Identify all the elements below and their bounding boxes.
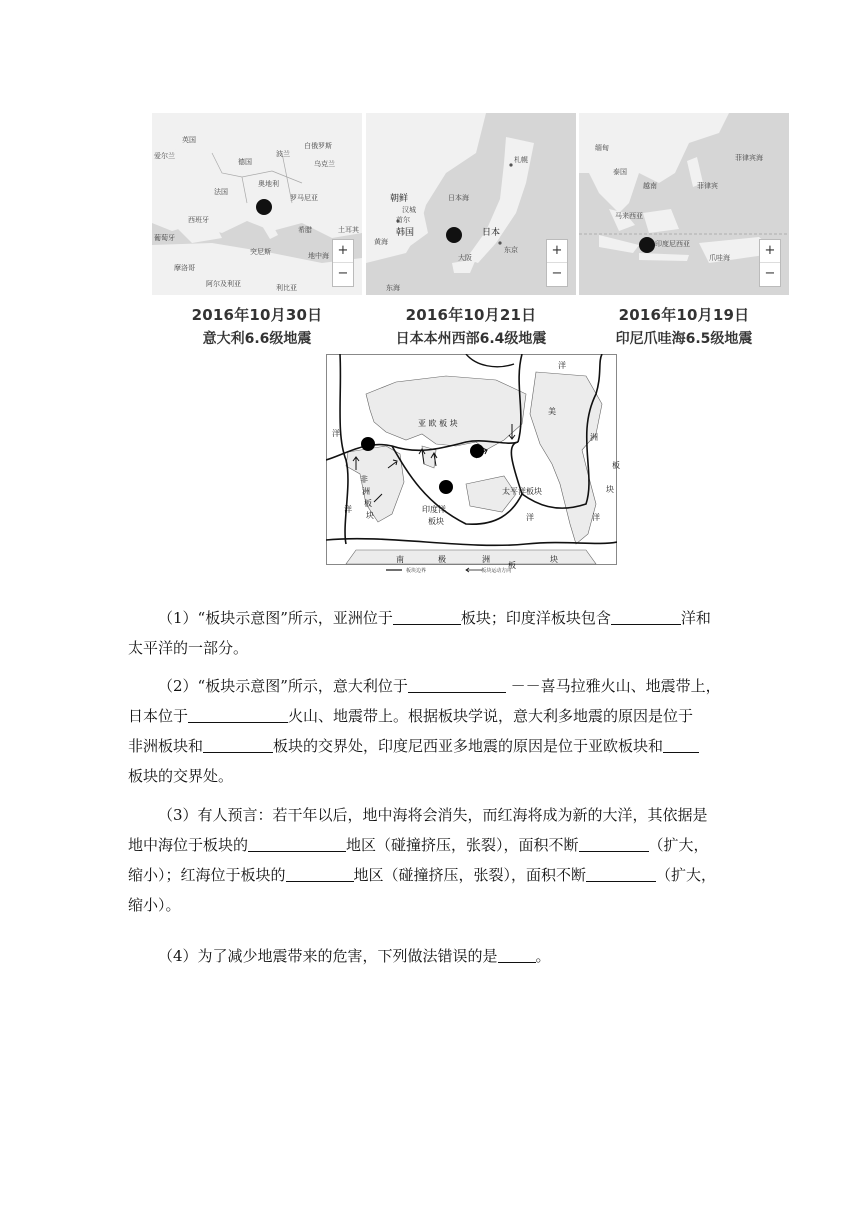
map-label: 白俄罗斯: [304, 142, 332, 150]
map-label: 日本海: [448, 194, 469, 202]
map-label: 土耳其: [338, 226, 359, 234]
answer-blank[interactable]: [498, 945, 536, 963]
epicenter-marker: [256, 199, 272, 215]
question-text: －－喜马拉雅火山、地震带上，: [510, 677, 721, 695]
american-plate-label-4: 块: [606, 485, 614, 494]
legend-motion: 板块运动方向: [481, 568, 512, 574]
question-text: （扩大，: [656, 866, 717, 884]
question-text: 日本位于: [128, 707, 189, 725]
question-1: [128, 603, 732, 663]
zoom-out-button[interactable]: −: [551, 266, 563, 281]
question-text: 地区（碰撞挤压，张裂），面积不断: [346, 836, 579, 854]
question-text: 火山、地震带上。根据板块学说，意大利多地震的原因是位于: [288, 707, 694, 725]
question-text: 太平洋的一部分。: [128, 639, 249, 657]
question-text: 板块；印度洋板块包含: [460, 609, 611, 627]
african-plate-label-4: 块: [366, 511, 374, 520]
american-plate-label-3: 板: [612, 461, 620, 470]
antarctic-plate-label-2: 极: [438, 555, 446, 564]
map-label: 突尼斯: [250, 248, 271, 256]
map-label: 法国: [214, 188, 228, 196]
question-text: 板块的交界处。: [128, 767, 234, 785]
ocean-label: 洋: [558, 361, 566, 370]
african-plate-label-3: 板: [364, 499, 372, 508]
map-label: 德国: [238, 158, 252, 166]
map-label: 印度尼西亚: [655, 240, 690, 248]
caption-event: 日本本州西部6.4级地震: [395, 331, 547, 347]
question-text: 洋和: [680, 609, 711, 627]
map-label: 札幌: [514, 156, 528, 164]
american-plate-label-1: 美: [548, 407, 556, 416]
map-japan: [366, 113, 576, 295]
earthquake-maps: [152, 113, 789, 295]
map-label: 阿尔及利亚: [206, 280, 241, 288]
answer-blank[interactable]: [393, 607, 461, 625]
epicenter-marker: [639, 237, 655, 253]
answer-blank[interactable]: [203, 735, 273, 753]
japan-map-graphic: [366, 113, 576, 295]
eurasian-plate-label: 亚 欧 板 块: [418, 419, 458, 428]
question-3: [128, 800, 732, 920]
map-label: 西班牙: [188, 216, 209, 224]
map-label: 缅甸: [595, 144, 609, 152]
map-label: 菲律宾海: [735, 154, 763, 162]
zoom-control[interactable]: [546, 239, 568, 287]
indian-plate-label-1: 印度洋: [422, 505, 446, 514]
map-label: 希腊: [298, 226, 312, 234]
question-3-text: [128, 800, 732, 920]
map-label: 泰国: [613, 168, 627, 176]
legend-boundary: 板块边界: [406, 568, 427, 574]
map-label: 罗马尼亚: [290, 194, 318, 202]
american-plate-label-2: 洲: [590, 433, 598, 442]
question-4: [128, 941, 732, 971]
african-plate-label-2: 洲: [362, 487, 370, 496]
question-2: [128, 671, 732, 791]
question-4-text: [128, 941, 732, 971]
caption-date: 2016年10月21日: [405, 306, 537, 324]
map-italy: [152, 113, 362, 295]
answer-blank[interactable]: [586, 864, 656, 882]
caption-date: 2016年10月19日: [618, 306, 750, 324]
map-label: 东京: [504, 246, 518, 254]
map-caption-japan: [366, 304, 576, 348]
epicenter-marker: [446, 227, 462, 243]
antarctic-plate-label-5: 块: [550, 555, 558, 564]
question-text: 地区（碰撞挤压，张裂），面积不断: [353, 866, 587, 884]
map-label: 爪哇海: [709, 254, 730, 262]
zoom-out-button[interactable]: −: [337, 266, 349, 281]
antarctic-plate-label-3: 洲: [482, 555, 490, 564]
map-label: 大阪: [458, 254, 472, 262]
antarctic-plate-label-4: 板: [508, 561, 516, 570]
indonesia-quake-marker: [439, 480, 453, 494]
pacific-plate-label: 太平洋板块: [502, 487, 542, 496]
map-label: 乌克兰: [314, 160, 335, 168]
map-label: 汉城: [402, 206, 416, 214]
map-label: 爱尔兰: [154, 152, 175, 160]
question-text: 。: [535, 947, 551, 965]
zoom-in-button[interactable]: +: [333, 240, 353, 263]
ocean-label: 洋: [344, 505, 352, 514]
zoom-control[interactable]: [332, 239, 354, 287]
map-label: 葡萄牙: [154, 234, 175, 242]
question-2-text: [128, 671, 732, 791]
caption-event: 意大利6.6级地震: [202, 331, 312, 347]
japan-quake-marker: [470, 444, 484, 458]
question-text: 非洲板块和: [128, 737, 204, 755]
indian-plate-label-2: 板块: [428, 517, 444, 526]
antarctic-plate-label-1: 南: [396, 555, 404, 564]
question-text: （3）有人预言：若干年以后，地中海将会消失，而红海将成为新的大洋，其依据是: [158, 806, 708, 824]
map-label: 马来西亚: [615, 212, 643, 220]
zoom-out-button[interactable]: −: [764, 266, 776, 281]
question-text: 板块的交界处，印度尼西亚多地震的原因是位于亚欧板块和: [273, 737, 664, 755]
zoom-in-button[interactable]: +: [760, 240, 780, 263]
map-label: 利比亚: [276, 284, 297, 292]
answer-blank[interactable]: [286, 864, 354, 882]
question-text: 缩小）；红海位于板块的: [128, 866, 286, 884]
ocean-label: 洋: [332, 429, 340, 438]
map-label: 朝鲜: [390, 194, 409, 204]
answer-blank[interactable]: [408, 675, 506, 693]
african-plate-label-1: 非: [360, 475, 368, 484]
map-label: 韩国: [396, 228, 415, 238]
answer-blank[interactable]: [579, 834, 649, 852]
question-text: 缩小）。: [128, 896, 181, 914]
map-label: 黄海: [374, 238, 388, 246]
zoom-control[interactable]: [759, 239, 781, 287]
question-text: （1）“板块示意图”所示，亚洲位于: [158, 609, 393, 627]
map-caption-italy: [152, 304, 362, 348]
map-label: 越南: [643, 182, 657, 190]
map-label: 波兰: [276, 150, 290, 158]
question-text: （扩大，: [648, 836, 709, 854]
map-label: 日本: [482, 228, 501, 238]
indonesia-map-graphic: [579, 113, 789, 295]
question-text: （4）为了减少地震带来的危害，下列做法错误的是: [158, 947, 498, 965]
question-text: （2）“板块示意图”所示，意大利位于: [158, 677, 408, 695]
map-label: 首尔: [396, 216, 410, 224]
plate-tectonics-map: [326, 354, 620, 578]
zoom-in-button[interactable]: +: [547, 240, 567, 263]
map-label: 英国: [182, 136, 196, 144]
map-label: 东海: [386, 284, 400, 292]
ocean-label: 洋: [592, 513, 600, 522]
caption-date: 2016年10月30日: [191, 306, 323, 324]
map-caption-indonesia: [579, 304, 789, 348]
italy-quake-marker: [361, 437, 375, 451]
plate-map-graphic: [326, 354, 617, 578]
caption-event: 印尼爪哇海6.5级地震: [615, 331, 753, 347]
answer-blank[interactable]: [663, 735, 699, 753]
map-label: 菲律宾: [697, 182, 718, 190]
question-text: 地中海位于板块的: [128, 836, 249, 854]
map-label: 地中海: [308, 252, 329, 260]
answer-blank[interactable]: [248, 834, 346, 852]
map-indonesia: [579, 113, 789, 295]
map-label: 奥地利: [258, 180, 279, 188]
plate-map-legend: [406, 567, 511, 574]
question-1-text: [128, 603, 732, 663]
answer-blank[interactable]: [188, 705, 288, 723]
ocean-label: 洋: [526, 513, 534, 522]
map-label: 摩洛哥: [174, 264, 195, 272]
answer-blank[interactable]: [611, 607, 681, 625]
